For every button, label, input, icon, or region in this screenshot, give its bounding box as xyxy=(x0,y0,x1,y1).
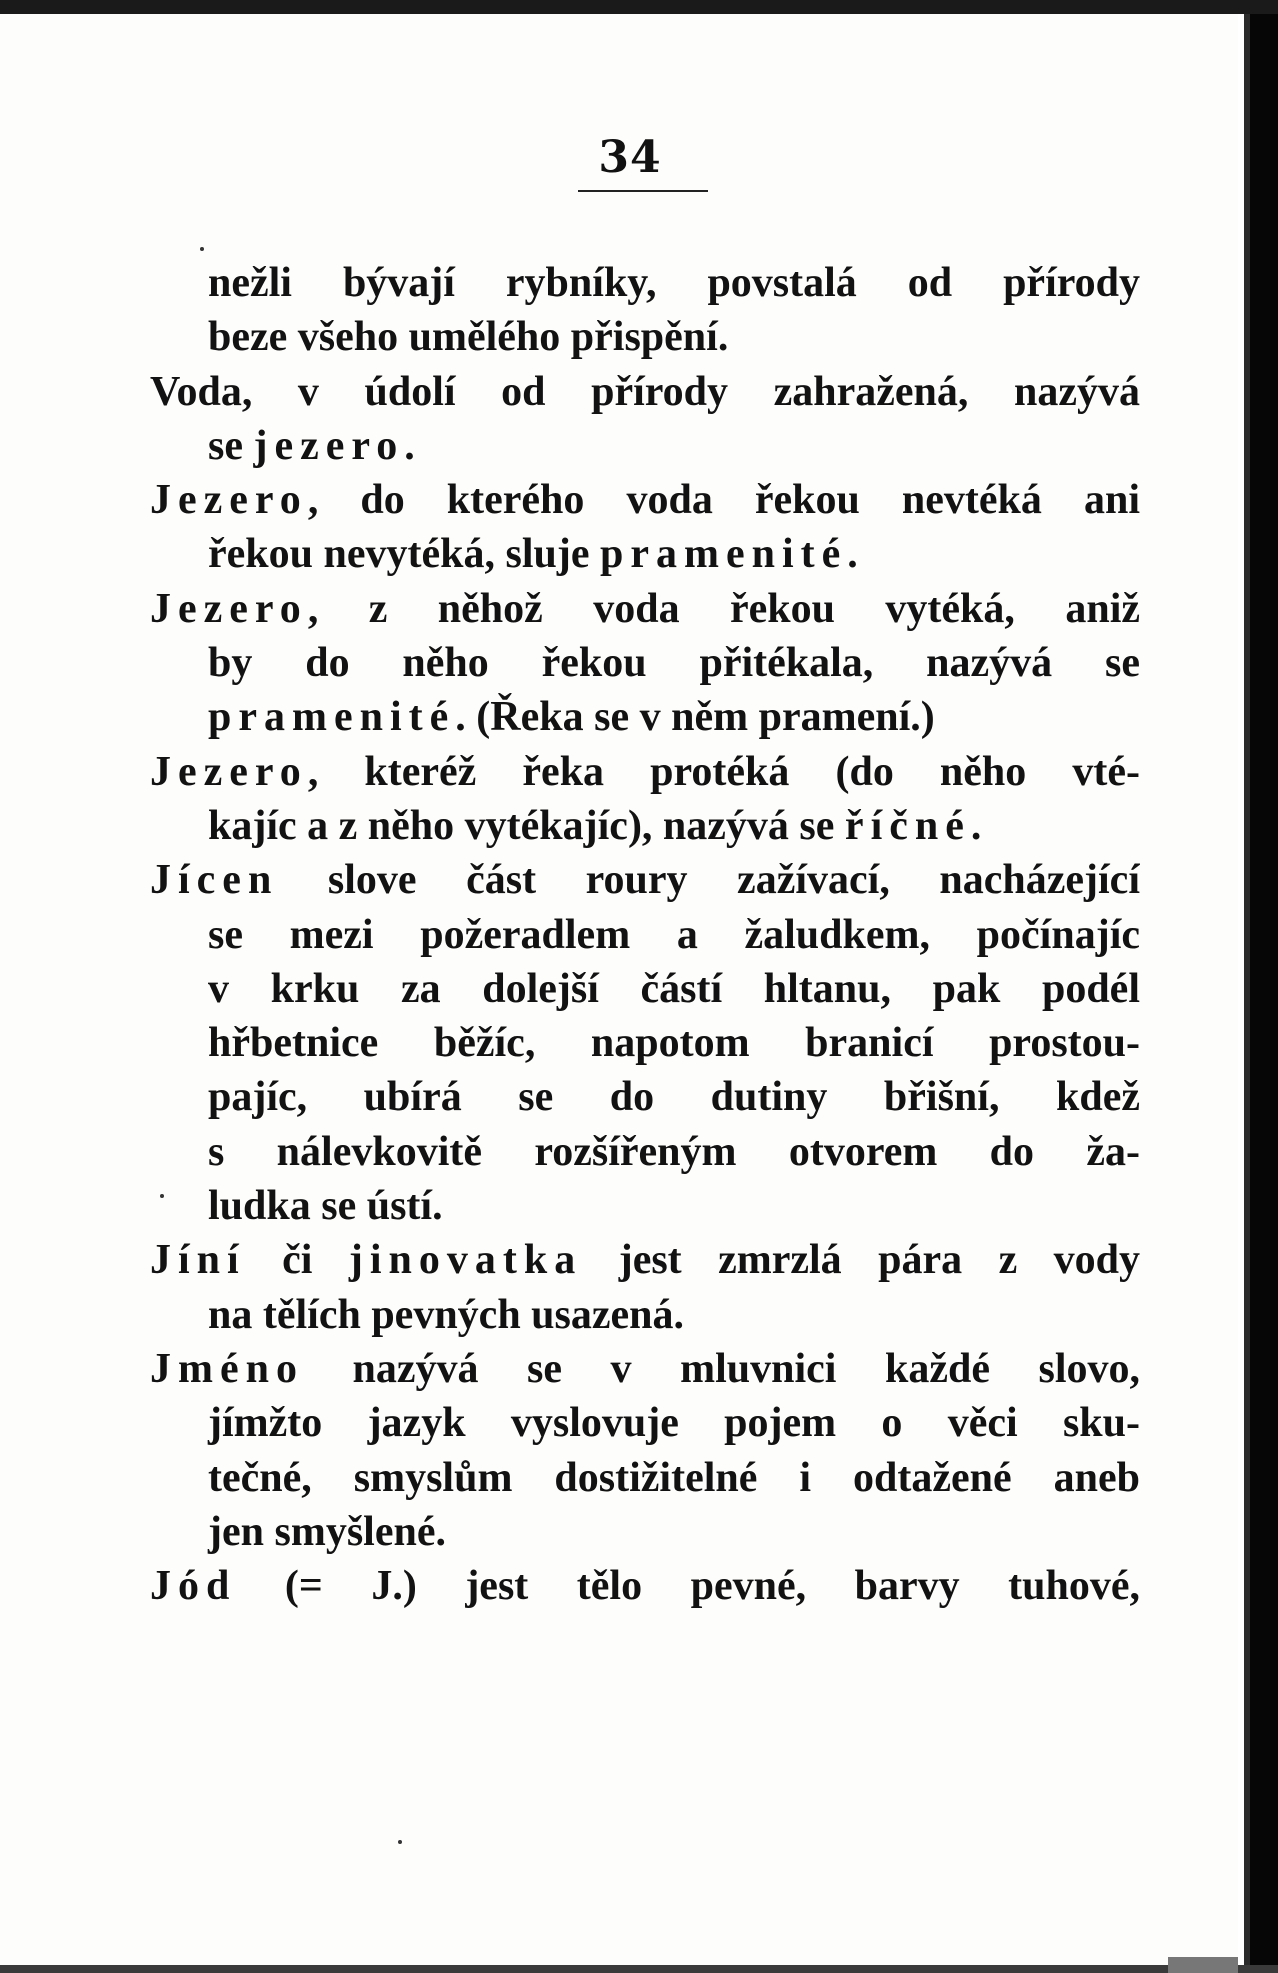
page-number: 34 xyxy=(598,132,662,183)
text-line xyxy=(150,690,1140,744)
line-text: , kteréž řeka protéká (do něho vté- xyxy=(307,748,1140,795)
text-line xyxy=(150,256,1140,310)
scan-top-edge xyxy=(0,0,1278,14)
line-text: nazývá se v mluvnici každé slovo, xyxy=(304,1345,1140,1392)
text-line xyxy=(150,473,1140,527)
spaced-term: Jezero xyxy=(150,585,308,632)
spaced-term: Jméno xyxy=(150,1345,304,1392)
spaced-term: Jícen xyxy=(150,857,279,904)
spaced-term: Jíní xyxy=(150,1237,246,1284)
line-text: by do něho řekou přitékala, nazývá se xyxy=(208,640,1140,687)
line-text: řekou nevytéká, sluje xyxy=(208,531,600,578)
text-line xyxy=(150,1505,1140,1559)
text-line xyxy=(150,419,1140,473)
line-text: s nálevkovitě rozšířeným otvorem do ža- xyxy=(208,1128,1140,1175)
spaced-term: říčné xyxy=(844,802,971,849)
line-text: nežli bývají rybníky, povstalá od přírody xyxy=(208,260,1140,306)
line-text: jímžto jazyk vyslovuje pojem o věci sku- xyxy=(208,1400,1140,1447)
text-line xyxy=(150,636,1140,690)
scan-right-edge xyxy=(1250,14,1278,1973)
line-text: kajíc a z něho vytékajíc), nazývá se xyxy=(208,802,845,849)
line-text: pajíc, ubírá se do dutiny břišní, kdež xyxy=(208,1074,1140,1121)
line-text: jen smyšlené. xyxy=(208,1508,446,1555)
spaced-term: Jezero xyxy=(150,477,308,524)
spaced-term: pramenité xyxy=(208,694,456,741)
text-line xyxy=(150,799,1140,853)
line-text: se mezi požeradlem a žaludkem, počínajíc xyxy=(208,911,1140,958)
text-line xyxy=(150,853,1140,907)
text-line xyxy=(150,1016,1140,1070)
scan-bottom-edge xyxy=(0,1965,1278,1973)
text-line xyxy=(150,582,1140,636)
text-line xyxy=(150,908,1140,962)
line-text: . xyxy=(970,802,982,849)
spaced-term: jinovatka xyxy=(348,1237,583,1284)
scan-corner-mark xyxy=(1168,1957,1238,1973)
text-line xyxy=(150,1451,1140,1505)
line-text: hřbetnice běžíc, napotom branicí prostou- xyxy=(208,1020,1140,1067)
text-line xyxy=(150,1288,1140,1342)
print-speck xyxy=(398,1840,402,1844)
spaced-term: jezero xyxy=(253,422,405,469)
line-text: beze všeho umělého přispění. xyxy=(208,314,729,361)
text-line xyxy=(150,527,1140,581)
text-line xyxy=(150,1179,1140,1233)
print-speck xyxy=(200,247,204,251)
line-text: . (Řeka se v něm pramení.) xyxy=(455,694,935,741)
line-text: ludka se ústí. xyxy=(208,1183,443,1230)
line-text: se xyxy=(208,422,254,469)
line-text: na tělích pevných usazená. xyxy=(208,1291,685,1338)
line-text: slove část roury zažívací, nacházející xyxy=(278,857,1140,904)
line-text: . xyxy=(404,422,415,469)
text-line xyxy=(150,962,1140,1016)
line-text: . xyxy=(847,531,858,578)
text-line xyxy=(150,1070,1140,1124)
line-text: (= J.) jest tělo pevné, barvy tuhové, xyxy=(236,1563,1140,1610)
line-text: , z něhož voda řekou vytéká, aniž xyxy=(307,585,1140,632)
text-line xyxy=(150,1125,1140,1179)
text-line xyxy=(150,1342,1140,1396)
book-page xyxy=(0,14,1238,1965)
text-line xyxy=(150,1233,1140,1287)
line-text: jest zmrzlá pára z vody xyxy=(582,1237,1140,1284)
spaced-term: pramenité xyxy=(600,531,848,578)
page-text xyxy=(150,256,1140,1613)
text-line xyxy=(150,365,1140,419)
page-number-rule xyxy=(578,190,708,192)
line-text: v krku za dolejší částí hltanu, pak podél xyxy=(208,965,1140,1012)
text-line xyxy=(150,310,1140,364)
line-text: , do kterého voda řekou nevtéká ani xyxy=(307,477,1140,524)
spaced-term: Jód xyxy=(150,1563,237,1610)
line-text: či xyxy=(245,1237,349,1284)
text-line xyxy=(150,745,1140,799)
spaced-term: Jezero xyxy=(150,748,308,795)
line-text: Voda, v údolí od přírody zahražená, nazývá xyxy=(150,368,1140,415)
text-line xyxy=(150,1559,1140,1613)
text-line xyxy=(150,1396,1140,1450)
line-text: tečné, smyslům dostižitelné i odtažené aneb xyxy=(208,1454,1140,1501)
print-speck xyxy=(160,1194,164,1198)
